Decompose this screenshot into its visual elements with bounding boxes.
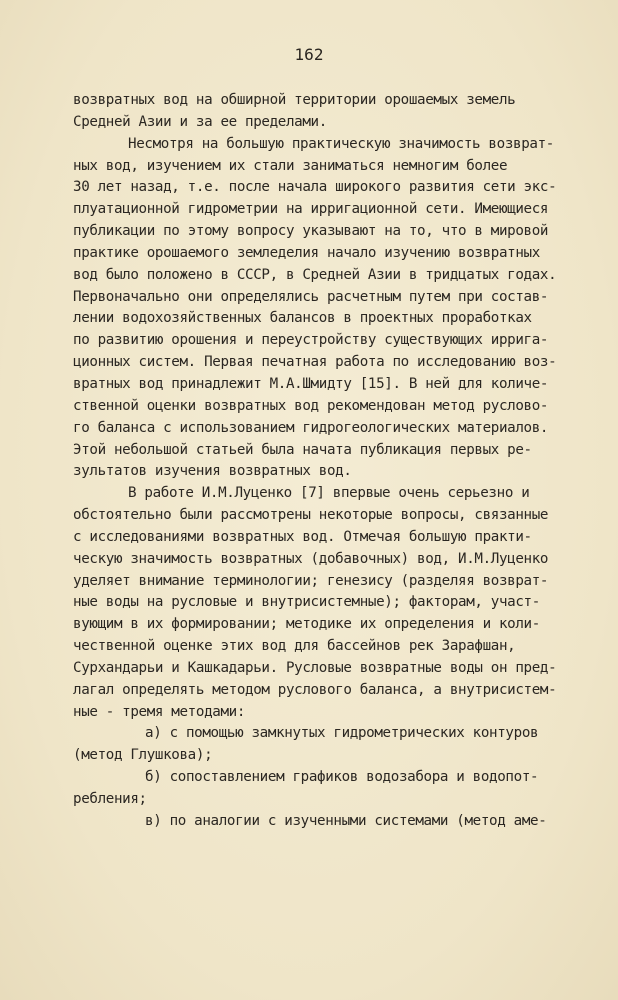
text-line: б) сопоставлением графиков водозабора и водопот- [145, 769, 539, 786]
text-line: В работе И.М.Луценко [7] впервые очень серьезно и [128, 485, 530, 502]
text-line: публикации по этому вопросу указывают на то, что в мировой [73, 223, 549, 240]
text-line: Этой небольшой статьей была начата публикация первых ре- [73, 441, 532, 458]
text-line: обстоятельно были рассмотрены некоторые вопросы, связанные [73, 507, 549, 524]
text-line: ных вод, изучением их стали заниматься немногим более [73, 157, 508, 174]
text-line: ные воды на русловые и внутрисистемные); факторам, участ- [73, 594, 540, 611]
text-line: уделяет внимание терминологии; генезису (разделяя возврат- [73, 572, 549, 589]
text-line: зультатов изучения возвратных вод. [73, 463, 352, 480]
text-line: ческую значимость возвратных (добавочных) вод, И.М.Луценко [73, 550, 549, 567]
text-line: го баланса с использованием гидрогеологических материалов. [73, 419, 549, 436]
text-line: Несмотря на большую практическую значимость возврат- [128, 135, 554, 152]
text-line: ционных систем. Первая печатная работа по исследованию воз- [73, 354, 557, 371]
text-line: практике орошаемого земледелия начало изучению возвратных [73, 244, 540, 261]
text-line: лении водохозяйственных балансов в проектных проработках [73, 310, 532, 327]
text-line: с исследованиями возвратных вод. Отмечая большую практи- [73, 528, 532, 545]
text-line: вующим в их формировании; методике их определения и коли- [73, 616, 540, 633]
text-line: ребления; [73, 791, 147, 807]
text-line: 30 лет назад, т.е. после начала широкого развития сети экс- [73, 179, 557, 196]
text-line: возвратных вод на обширной территории орошаемых земель [73, 92, 516, 108]
body-text [73, 90, 603, 833]
text-line: ственной оценки возвратных вод рекомендован метод руслово- [73, 397, 549, 414]
text-line: Первоначально они определялись расчетным путем при состав- [73, 288, 549, 305]
text-line: плуатационной гидрометрии на ирригационной сети. Имеющиеся [73, 201, 549, 218]
text-line: Средней Азии и за ее пределами. [73, 113, 327, 130]
text-line: ные - тремя методами: [73, 703, 246, 720]
text-line: вратных вод принадлежит М.А.Шмидту [15]. В ней для количе- [73, 375, 549, 392]
text-line: лагал определять методом руслового баланса, а внутрисистем- [73, 681, 557, 698]
text-line: Сурхандарьи и Кашкадарьи. Русловые возвратные воды он пред- [73, 659, 557, 676]
text-line: (метод Глушкова); [73, 747, 213, 764]
text-line: по развитию орошения и переустройству существующих ирригa- [73, 332, 549, 349]
text-line: чественной оценке этих вод для бассейнов рек Зарафшан, [73, 638, 516, 655]
text-line: в) по аналогии с изученными системами (метод аме- [145, 812, 547, 829]
text-line: а) с помощью замкнутых гидрометрических контуров [145, 725, 539, 742]
page-number: 162 [294, 45, 324, 64]
text-line: вод было положено в СССР, в Средней Азии в тридцатых годах. [73, 266, 557, 283]
